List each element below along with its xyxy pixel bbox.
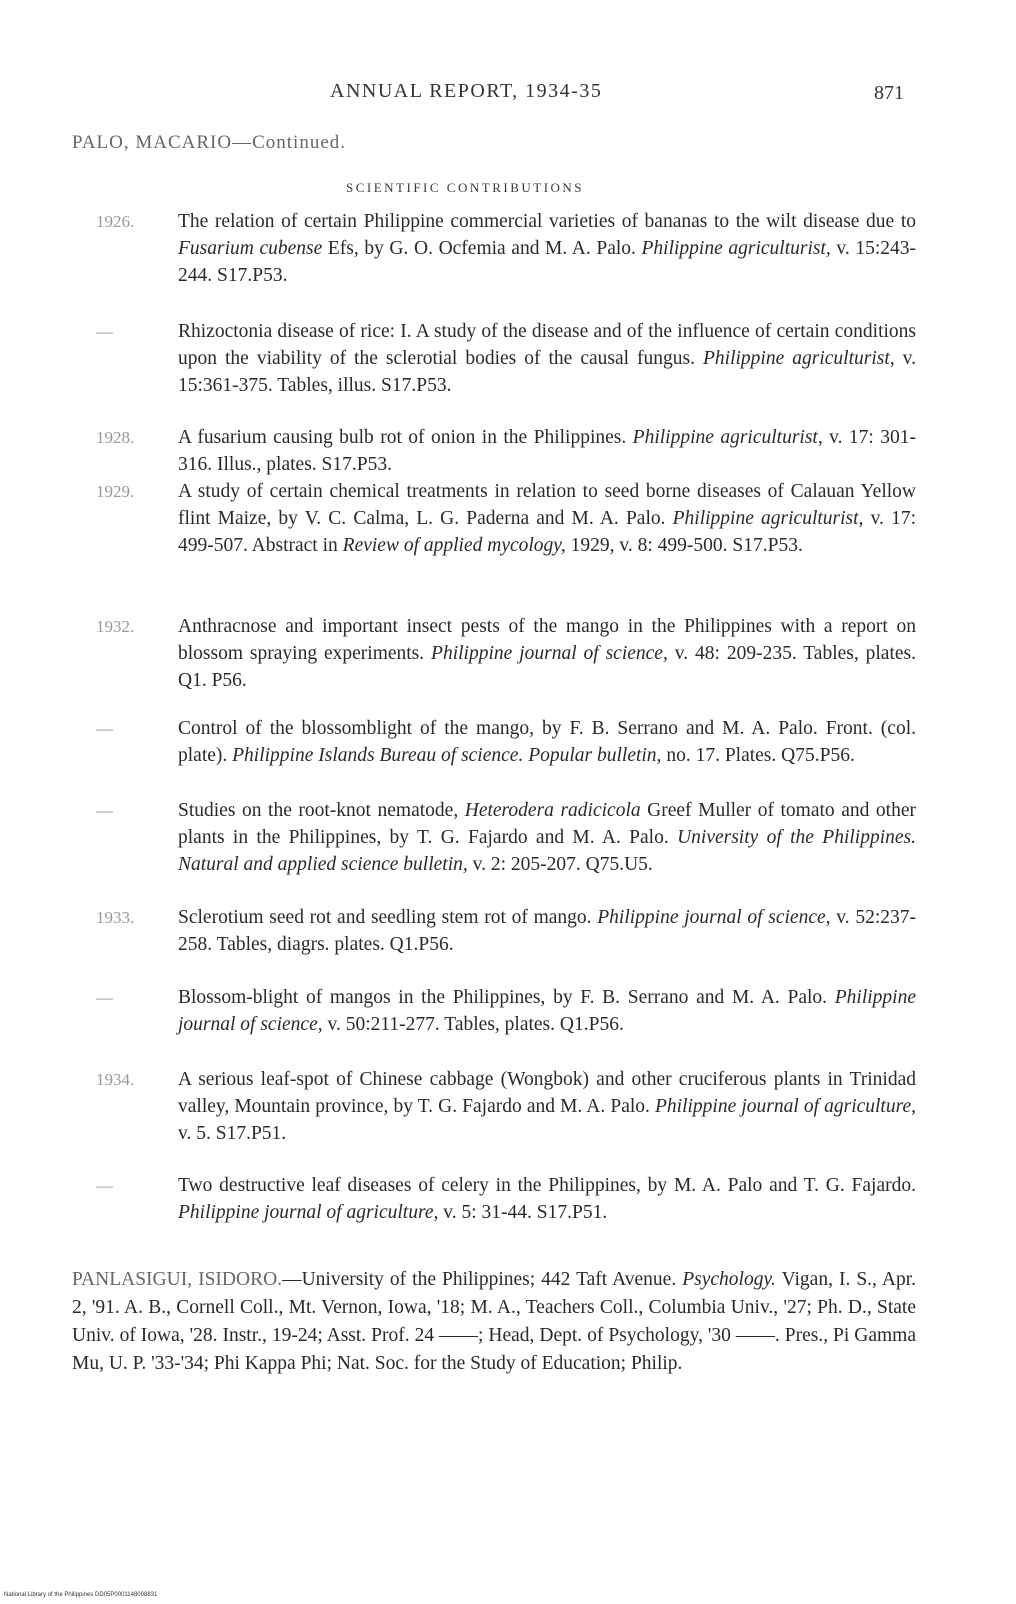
item-year: — xyxy=(96,801,113,820)
item-text-part: Blossom-blight of mangos in the Philippines, by F. B. Serrano and M. A. Palo. xyxy=(178,987,835,1008)
item-text-part: v. 15:243-244. S17.P53. xyxy=(178,238,916,286)
item-year: 1933. xyxy=(96,908,135,927)
item-year: 1928. xyxy=(96,428,135,447)
item-text xyxy=(178,318,916,399)
item-year: — xyxy=(96,322,113,341)
item-text xyxy=(178,984,916,1038)
item-italic-title: Fusarium cubense xyxy=(178,238,323,259)
footer-watermark: National Library of the Philippines DD05P0001148008831 xyxy=(4,1592,158,1598)
item-text-part: A study of certain chemical treatments in relation to seed borne diseases of Calauan Yellow flint Maize, by V. C. Calma, L. G. Paderna and M. A. Palo. xyxy=(178,481,916,529)
bibliography-item xyxy=(96,797,916,878)
running-title: ANNUAL REPORT, 1934-35 xyxy=(330,80,603,102)
item-year: 1929. xyxy=(96,482,135,501)
entry-name-continued: PALO, MACARIO—Continued. xyxy=(72,132,347,153)
item-year: 1926. xyxy=(96,212,135,231)
bibliography-item xyxy=(96,984,916,1038)
next-entry xyxy=(72,1266,916,1378)
item-italic-title: Philippine journal of science, xyxy=(178,987,916,1035)
item-italic-title: Philippine journal of agriculture, xyxy=(178,1202,439,1223)
item-text-part: v. 17: 499-507. Abstract in xyxy=(178,508,916,556)
item-text-part: The relation of certain Philippine commercial varieties of bananas to the wilt disease due to xyxy=(178,211,916,232)
item-italic-title: University of the Philippines. Natural and applied science bulletin, xyxy=(178,827,916,875)
bibliography-item xyxy=(96,1172,916,1226)
item-year: — xyxy=(96,1176,113,1195)
item-text-part: v. 2: 205-207. Q75.U5. xyxy=(467,854,653,875)
item-italic-title: Philippine agriculturist, xyxy=(703,348,895,369)
item-italic-title: Philippine agriculturist, xyxy=(641,238,831,259)
item-text-part: Rhizoctonia disease of rice: I. A study of the disease and of the influence of certain conditions upon the viability of the sclerotial bodies of the causal fungus. xyxy=(178,321,916,369)
item-text xyxy=(178,1172,916,1226)
item-text-part: 1929, v. 8: 499-500. S17.P53. xyxy=(565,535,803,556)
item-italic-title: Philippine journal of science, xyxy=(597,907,831,928)
item-text-part: Studies on the root-knot nematode, xyxy=(178,800,465,821)
item-text xyxy=(178,904,916,958)
item-text-part: Two destructive leaf diseases of celery in the Philippines, by M. A. Palo and T. G. Fajardo. xyxy=(178,1175,916,1196)
item-year: — xyxy=(96,988,113,1007)
item-text-part: v. 17: 301-316. Illus., plates. S17.P53. xyxy=(178,427,916,475)
item-year: — xyxy=(96,719,113,738)
item-text-part: A serious leaf-spot of Chinese cabbage (Wongbok) and other cruciferous plants in Trinidad valley, Mountain province, by T. G. Fajardo and M. A. Palo. xyxy=(178,1069,916,1117)
item-text-part: v. 5: 31-44. S17.P51. xyxy=(438,1202,608,1223)
bibliography-item xyxy=(96,904,916,958)
item-text-part: no. 17. Plates. Q75.P56. xyxy=(661,745,855,766)
item-text-part: v. 50:211-277. Tables, plates. Q1.P56. xyxy=(322,1014,624,1035)
bibliography-item xyxy=(96,424,916,478)
item-text-part: v. 15:361-375. Tables, illus. S17.P53. xyxy=(178,348,916,396)
item-text-part: A fusarium causing bulb rot of onion in the Philippines. xyxy=(178,427,633,448)
bibliography-item xyxy=(96,208,916,289)
section-title: SCIENTIFIC CONTRIBUTIONS xyxy=(346,180,585,195)
item-year: 1934. xyxy=(96,1070,135,1089)
item-text xyxy=(178,613,916,694)
item-italic-title: Philippine journal of science, xyxy=(431,643,668,664)
item-italic-title: Philippine agriculturist, xyxy=(672,508,864,529)
item-year: 1932. xyxy=(96,617,135,636)
next-entry-field: Psychology. xyxy=(682,1269,776,1290)
item-italic-title: Heterodera radicicola xyxy=(464,800,641,821)
item-text xyxy=(178,715,916,769)
item-text-part: v. 52:237-258. Tables, diagrs. plates. Q1.P56. xyxy=(178,907,916,955)
item-italic-title: Review of applied mycology, xyxy=(342,535,566,556)
bibliography-item xyxy=(96,318,916,399)
item-italic-title: Philippine journal of agriculture, xyxy=(655,1096,916,1117)
bibliography-item xyxy=(96,715,916,769)
item-text xyxy=(178,424,916,478)
page-number: 871 xyxy=(874,82,904,104)
item-text xyxy=(178,208,916,289)
item-text-part: v. 5. S17.P51. xyxy=(178,1123,287,1144)
next-entry-text-2: Vigan, I. S., Apr. 2, '91. A. B., Cornell Coll., Mt. Vernon, Iowa, '18; M. A., Teachers Coll., Columbia Univ., '27; Ph. D., State Univ. of Iowa, '28. Instr., 19-24; Asst. Prof. 24 ——; Head, Dept. of Psychology, '30 ——. Pres., Pi Gamma Mu, U. P. '33-'34; Phi Kappa Phi; Nat. Soc. for the Study of Education; Philip. xyxy=(72,1269,916,1374)
item-text xyxy=(178,797,916,878)
item-text-part: Control of the blossomblight of the mango, by F. B. Serrano and M. A. Palo. Front. (col. plate). xyxy=(178,718,916,766)
item-text-part: Anthracnose and important insect pests of the mango in the Philippines with a report on blossom spraying experiments. xyxy=(178,616,916,664)
item-italic-title: Philippine agriculturist, xyxy=(632,427,823,448)
item-italic-title: Philippine Islands Bureau of science. Popular bulletin, xyxy=(232,745,662,766)
bibliography-item xyxy=(96,478,916,559)
item-text xyxy=(178,478,916,559)
item-text xyxy=(178,1066,916,1147)
bibliography-item xyxy=(96,1066,916,1147)
bibliography-item xyxy=(96,613,916,694)
next-entry-text-1: —University of the Philippines; 442 Taft Avenue. xyxy=(282,1269,683,1290)
next-entry-name: PANLASIGUI, ISIDORO. xyxy=(72,1269,283,1290)
item-text-part: Efs, by G. O. Ocfemia and M. A. Palo. xyxy=(322,238,642,259)
item-text-part: v. 48: 209-235. Tables, plates. Q1. P56. xyxy=(178,643,916,691)
item-text-part: Greef Muller of tomato and other plants in the Philippines, by T. G. Fajardo and M. A. Palo. xyxy=(178,800,916,848)
item-text-part: Sclerotium seed rot and seedling stem rot of mango. xyxy=(178,907,598,928)
